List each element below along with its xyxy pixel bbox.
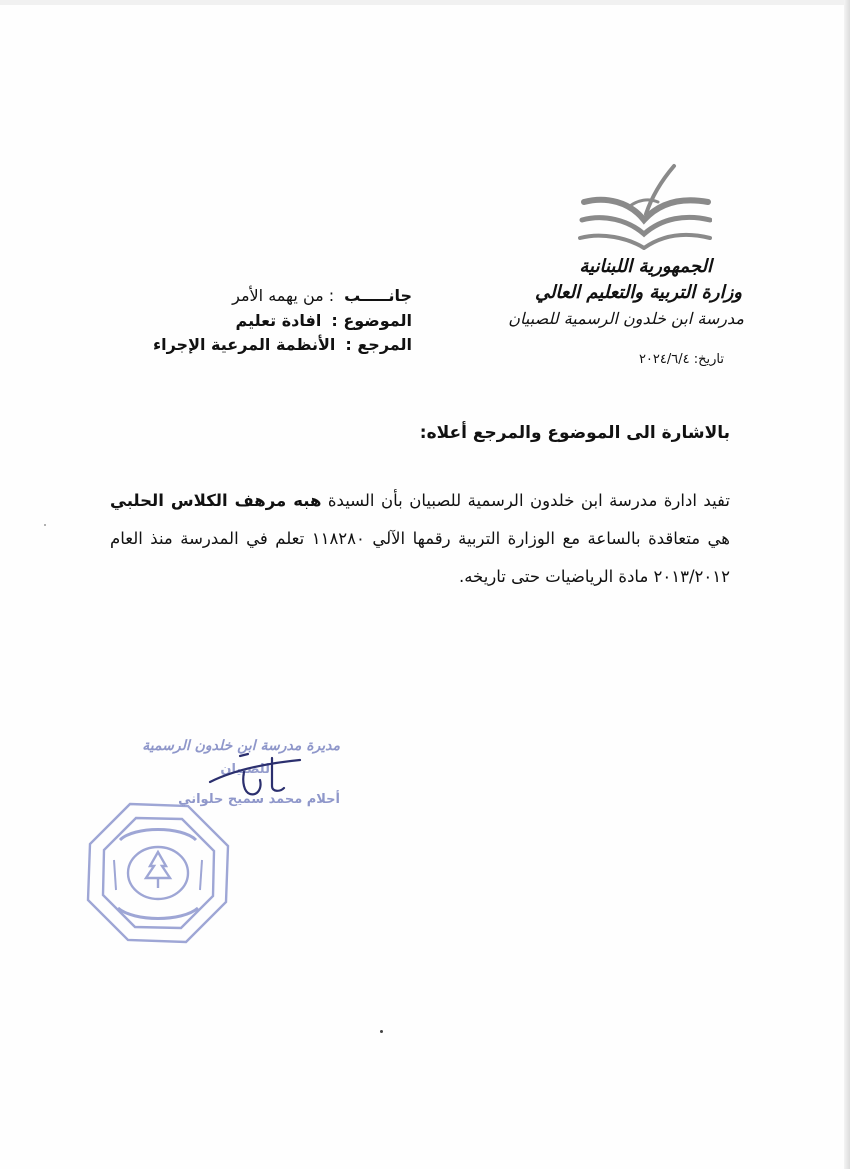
official-seal-icon xyxy=(84,800,232,946)
info-to-row xyxy=(232,286,412,305)
salutation: بالاشارة الى الموضوع والمرجع أعلاه: xyxy=(419,423,730,443)
info-reference-row xyxy=(153,335,412,354)
body-paragraph xyxy=(110,482,730,596)
subject-label: الموضوع : xyxy=(331,311,412,330)
scan-speck xyxy=(44,524,46,526)
letterhead-school: مدرسة ابن خلدون الرسمية للصبيان xyxy=(508,309,744,328)
body-text-part1: تفيد ادارة مدرسة ابن خلدون الرسمية للصبيان بأن السيدة xyxy=(321,491,730,510)
reference-label: المرجع : xyxy=(345,335,412,354)
scan-edge-right xyxy=(844,0,850,1169)
scan-speck xyxy=(380,1030,383,1033)
letterhead-ministry: وزارة التربية والتعليم العالي xyxy=(534,282,742,303)
book-logo-icon xyxy=(578,162,712,250)
subject-value: افادة تعليم xyxy=(235,311,322,330)
reference-value: الأنظمة المرعية الإجراء xyxy=(152,335,336,354)
info-subject-row xyxy=(236,311,412,330)
to-label: جانـــــب xyxy=(344,286,412,305)
document-date: تاريخ: ٢٠٢٤/٦/٤ xyxy=(638,352,724,367)
to-value: : من يهمه الأمر xyxy=(232,286,335,305)
letterhead-republic: الجمهورية اللبنانية xyxy=(579,256,712,277)
director-name: أحلام محمد سميح حلواني xyxy=(178,792,340,807)
director-subtitle: للصبيان xyxy=(220,762,270,777)
handwritten-signature-icon xyxy=(200,742,310,802)
body-text-part2: هي متعاقدة بالساعة مع الوزارة التربية رقمها الآلي ١١٨٢٨٠ تعلم في المدرسة منذ العام ٢٠١٣/٢٠١٢ مادة الرياضيات حتى تاريخه. xyxy=(110,529,730,586)
director-title: مديرة مدرسة ابن خلدون الرسمية xyxy=(142,738,340,754)
teacher-name: هبه مرهف الكلاس الحلبي xyxy=(110,491,322,510)
scan-edge-top xyxy=(0,0,850,5)
